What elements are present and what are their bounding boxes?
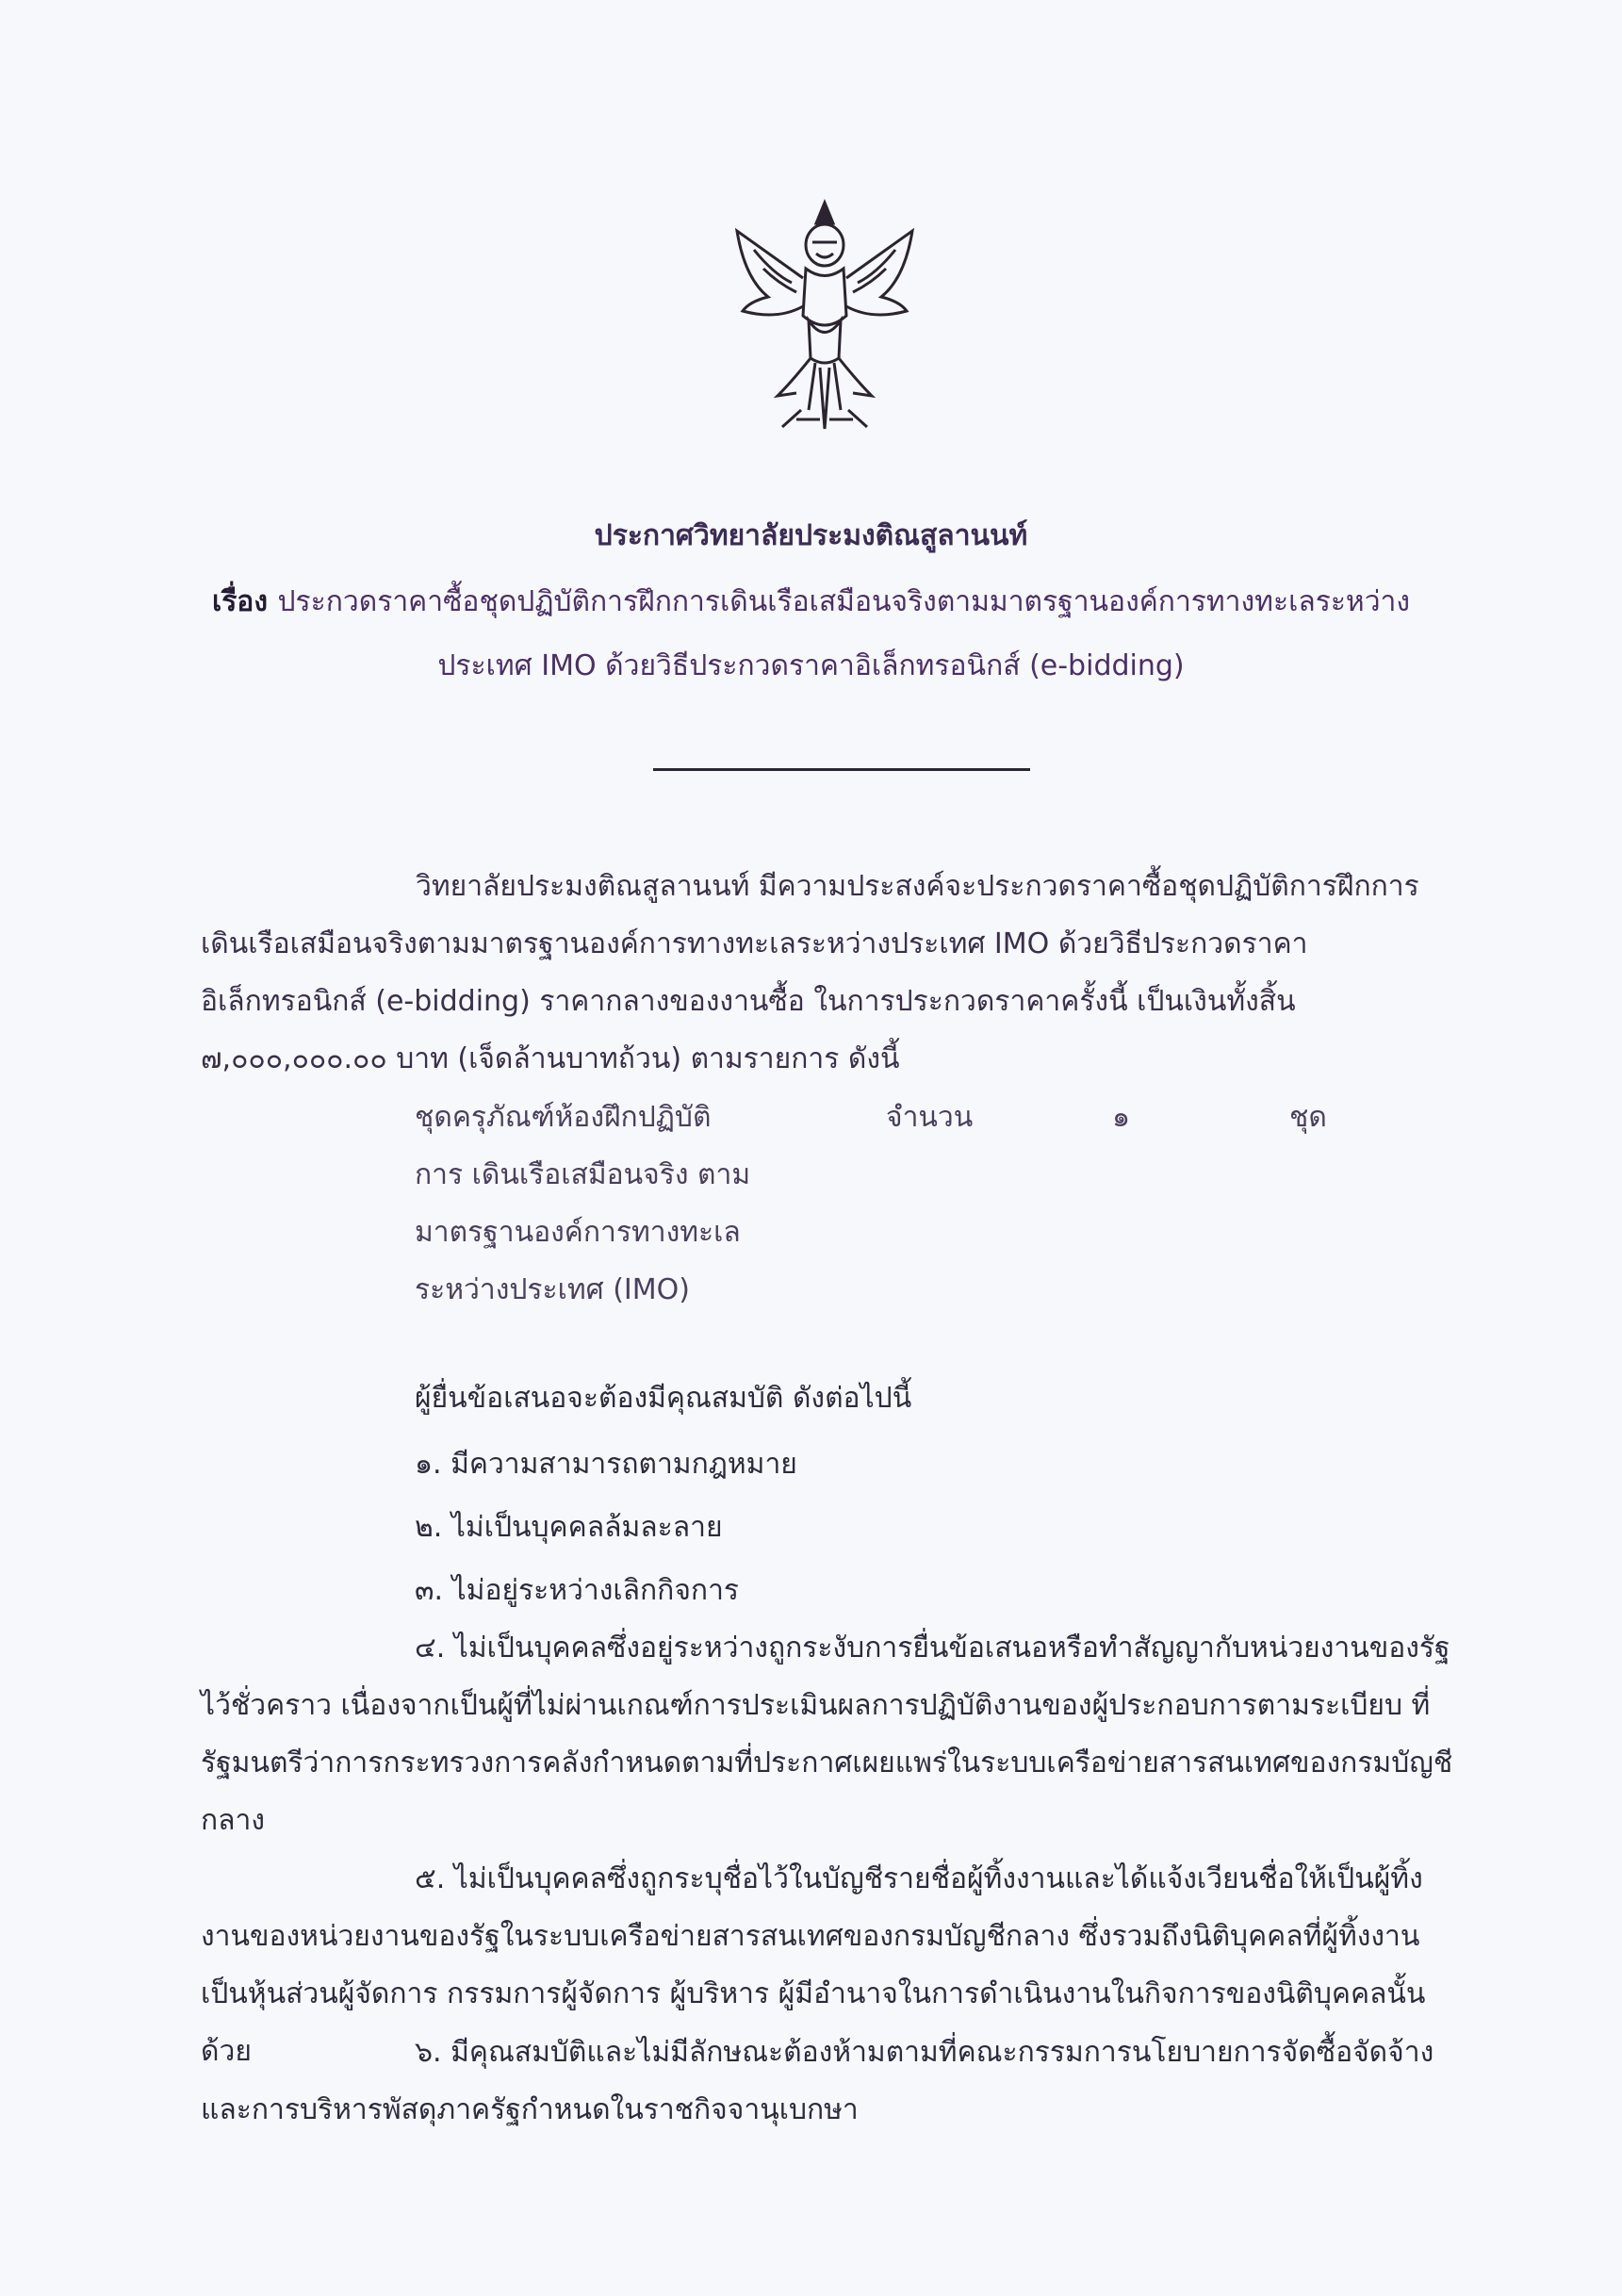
qualification-6: ๖. มีคุณสมบัติและไม่มีลักษณะต้องห้ามตามที่คณะกรรมการนโยบายการจัดซื้อจัดจ้างและการบริหารพัสดุภาครัฐกำหนดในราชกิจจานุเบกษา (201, 2036, 1434, 2126)
subject-line (0, 580, 1622, 624)
subject-text-2: ประเทศ IMO ด้วยวิธีประกวดราคาอิเล็กทรอนิกส์ (e-bidding) (437, 649, 1185, 682)
item-unit: ชุด (1289, 1101, 1327, 1134)
qualification-2: ๒. ไม่เป็นบุคคลล้มละลาย (415, 1511, 723, 1544)
item-qty: ๑ (1112, 1101, 1131, 1134)
announcement-title: ประกาศวิทยาลัยประมงติณสูลานนท์ (594, 519, 1028, 552)
item-name: ชุดครุภัณฑ์ห้องฝึกปฏิบัติการ เดินเรือเสมือนจริง ตาม มาตรฐานองค์การทางทะเล ระหว่างประเทศ (IMO) (415, 1101, 751, 1306)
subject-text-1: ประกวดราคาซื้อชุดปฏิบัติการฝึกการเดินเรือเสมือนจริงตามมาตรฐานองค์การทางทะเลระหว่าง (277, 585, 1411, 618)
qualification-5: ๕. ไม่เป็นบุคคลซึ่งถูกระบุชื่อไว้ในบัญชีรายชื่อผู้ทิ้งงานและได้แจ้งเวียนชื่อให้เป็นผู้ทิ้งงานของหน่วยงานของรัฐในระบบเครือข่ายสารสนเทศของกรมบัญชีกลาง ซึ่งรวมถึงนิติบุคคลที่ผู้ทิ้งงานเป็นหุ้นส่วนผู้จัดการ กรรมการผู้จัดการ ผู้บริหาร ผู้มีอำนาจในการดำเนินงานในกิจการของนิติบุคคลนั้นด้วย (201, 1862, 1426, 2068)
subject-label: เรื่อง (211, 585, 268, 618)
qualifications-heading: ผู้ยื่นข้อเสนอจะต้องมีคุณสมบัติ ดังต่อไปนี้ (415, 1382, 912, 1415)
intro-paragraph: วิทยาลัยประมงติณสูลานนท์ มีความประสงค์จะประกวดราคาซื้อชุดปฏิบัติการฝึกการเดินเรือเสมือนจริงตามมาตรฐานองค์การทางทะเลระหว่างประเทศ IMO ด้วยวิธีประกวดราคาอิเล็กทรอนิกส์ (e-bidding) ราคากลางของงานซื้อ ในการประกวดราคาครั้งนี้ เป็นเงินทั้งสิ้น ๗,๐๐๐,๐๐๐.๐๐ บาท (เจ็ดล้านบาทถ้วน) ตามรายการ ดังนี้ (201, 870, 1419, 1075)
garuda-emblem (726, 193, 924, 438)
qualification-3: ๓. ไม่อยู่ระหว่างเลิกกิจการ (415, 1574, 740, 1607)
qualification-4: ๔. ไม่เป็นบุคคลซึ่งอยู่ระหว่างถูกระงับการยื่นข้อเสนอหรือทำสัญญากับหน่วยงานของรัฐไว้ชั่วคราว เนื่องจากเป็นผู้ที่ไม่ผ่านเกณฑ์การประเมินผลการปฏิบัติงานของผู้ประกอบการตามระเบียบ ที่รัฐมนตรีว่าการกระทรวงการคลังกำหนดตามที่ประกาศเผยแพร่ในระบบเครือข่ายสารสนเทศของกรมบัญชีกลาง (201, 1632, 1453, 1837)
qualification-1: ๑. มีความสามารถตามกฎหมาย (415, 1448, 797, 1481)
title-divider (653, 768, 1030, 771)
item-qty-label: จำนวน (886, 1101, 974, 1134)
